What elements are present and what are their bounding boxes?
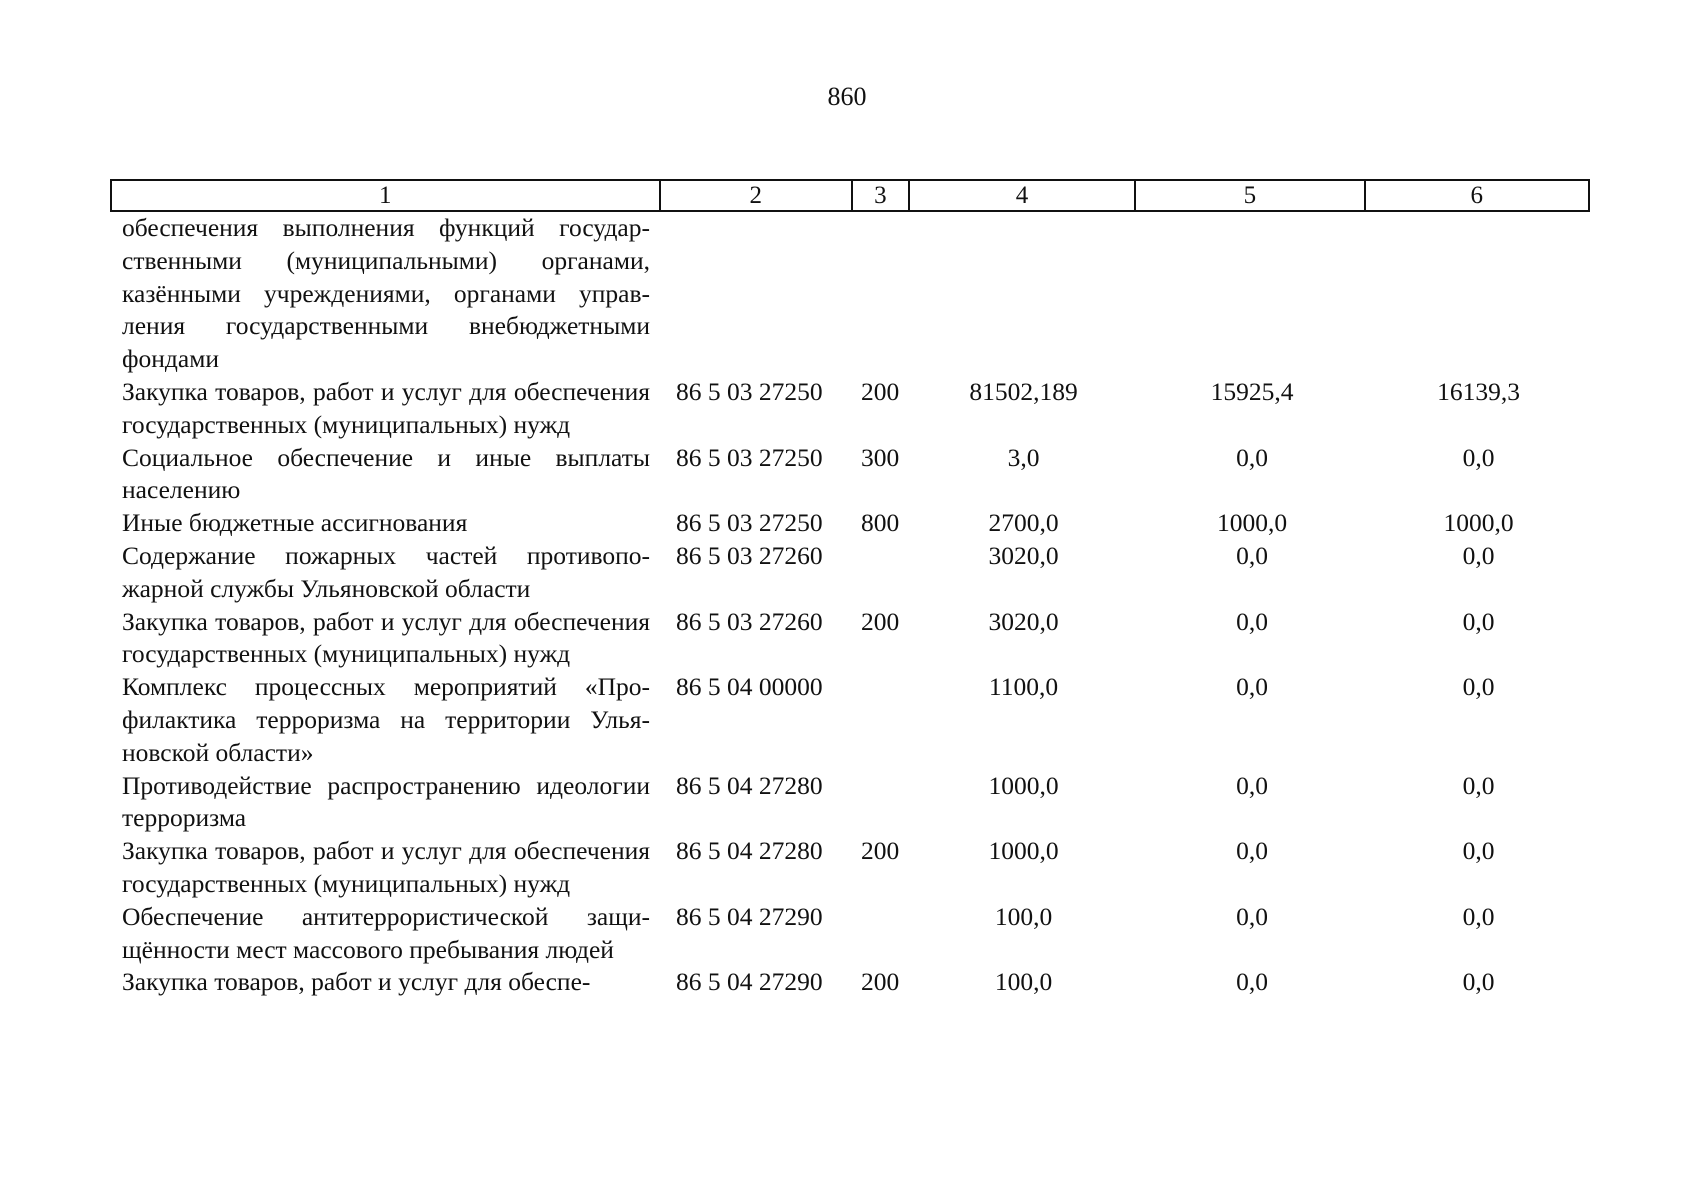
table-row <box>110 901 1590 967</box>
row-value-5: 0,0 <box>1236 442 1268 472</box>
table-row <box>110 376 1590 442</box>
row-value-4: 100,0 <box>994 967 1053 997</box>
row-code: 86 5 03 27260 <box>676 540 823 570</box>
row-name: Обеспечение антитеррористической защищённости мест массового пребывания людей <box>122 901 650 964</box>
row-value-4: 81502,189 <box>969 376 1078 406</box>
table-row <box>110 606 1590 672</box>
row-expense-type: 200 <box>861 606 900 636</box>
row-value-6: 0,0 <box>1462 967 1495 997</box>
row-value-6: 0,0 <box>1462 606 1495 636</box>
row-value-4: 1000,0 <box>988 770 1059 800</box>
row-name: Иные бюджетные ассигнования <box>122 508 468 538</box>
header-col-1: 1 <box>112 181 661 210</box>
row-expense-type: 800 <box>861 508 900 538</box>
table-row <box>110 770 1590 836</box>
row-value-6: 0,0 <box>1462 672 1495 702</box>
row-name: Закупка товаров, работ и услуг для обеспечения государственных (муниципальных) нужд <box>122 836 650 898</box>
page-number: 860 <box>827 82 867 111</box>
row-code: 86 5 04 27290 <box>676 901 823 931</box>
header-col-5: 5 <box>1136 181 1365 210</box>
row-value-6: 0,0 <box>1462 836 1495 866</box>
row-value-5: 0,0 <box>1236 836 1268 866</box>
table-row <box>110 966 1590 999</box>
row-code: 86 5 04 00000 <box>676 672 823 702</box>
row-code: 86 5 03 27250 <box>676 376 823 406</box>
table-row <box>110 835 1590 901</box>
row-code: 86 5 03 27250 <box>676 442 823 472</box>
row-code: 86 5 04 27280 <box>676 836 823 866</box>
table-body <box>110 212 1590 999</box>
header-col-6: 6 <box>1470 181 1484 209</box>
row-code: 86 5 04 27290 <box>676 967 823 997</box>
row-name: Закупка товаров, работ и услуг для обеспечения государственных (муниципальных) нужд <box>122 376 650 439</box>
row-value-4: 3,0 <box>1007 442 1040 472</box>
row-value-5: 1000,0 <box>1216 508 1288 538</box>
row-value-5: 15925,4 <box>1210 376 1294 406</box>
table-row <box>110 540 1590 606</box>
row-value-5: 0,0 <box>1236 672 1268 702</box>
row-value-6: 0,0 <box>1462 540 1495 570</box>
row-name: Закупка товаров, работ и услуг для обеспечения государственных (муниципальных) нужд <box>122 606 650 669</box>
table-row <box>110 507 1590 540</box>
row-value-6: 0,0 <box>1462 770 1495 800</box>
table-header <box>110 179 1590 212</box>
row-expense-type: 200 <box>861 967 900 997</box>
header-col-3: 3 <box>853 181 910 210</box>
row-value-5: 0,0 <box>1236 901 1268 931</box>
row-name: Содержание пожарных частей противопожарной службы Ульяновской области <box>122 540 650 603</box>
row-value-4: 3020,0 <box>988 540 1059 570</box>
row-value-6: 1000,0 <box>1443 508 1514 538</box>
row-code: 86 5 03 27250 <box>676 508 823 538</box>
row-value-4: 100,0 <box>994 901 1053 931</box>
header-col-2: 2 <box>661 181 853 210</box>
row-value-4: 1100,0 <box>988 672 1059 702</box>
row-value-4: 1000,0 <box>988 836 1059 866</box>
row-name: Комплекс процессных мероприятий «Профилактика терроризма на территории Ульяновской области» <box>122 672 650 767</box>
row-name: Закупка товаров, работ и услуг для обеспе- <box>122 967 591 997</box>
row-expense-type: 200 <box>861 836 900 866</box>
row-code: 86 5 04 27280 <box>676 770 823 800</box>
row-value-5: 0,0 <box>1236 606 1268 636</box>
row-code: 86 5 03 27260 <box>676 606 823 636</box>
row-value-6: 0,0 <box>1462 442 1495 472</box>
header-col-4: 4 <box>910 181 1136 210</box>
row-name: Противодействие распространению идеологии терроризма <box>122 770 650 833</box>
row-value-5: 0,0 <box>1236 540 1268 570</box>
table-row <box>110 212 1590 376</box>
row-value-4: 3020,0 <box>988 606 1059 636</box>
row-name: Социальное обеспечение и иные выплаты населению <box>122 442 650 505</box>
row-value-5: 0,0 <box>1236 967 1268 997</box>
row-expense-type: 300 <box>861 442 900 472</box>
table-row <box>110 442 1590 508</box>
row-expense-type: 200 <box>861 376 900 406</box>
row-value-5: 0,0 <box>1236 770 1268 800</box>
table-row <box>110 671 1590 769</box>
row-value-4: 2700,0 <box>988 508 1059 538</box>
row-value-6: 0,0 <box>1462 901 1495 931</box>
row-value-6: 16139,3 <box>1437 376 1520 406</box>
row-name: обеспечения выполнения функций государственными (муниципальными) органами, казёнными учреждениями, органами управления государственными внебюджетными фондами <box>122 213 650 374</box>
